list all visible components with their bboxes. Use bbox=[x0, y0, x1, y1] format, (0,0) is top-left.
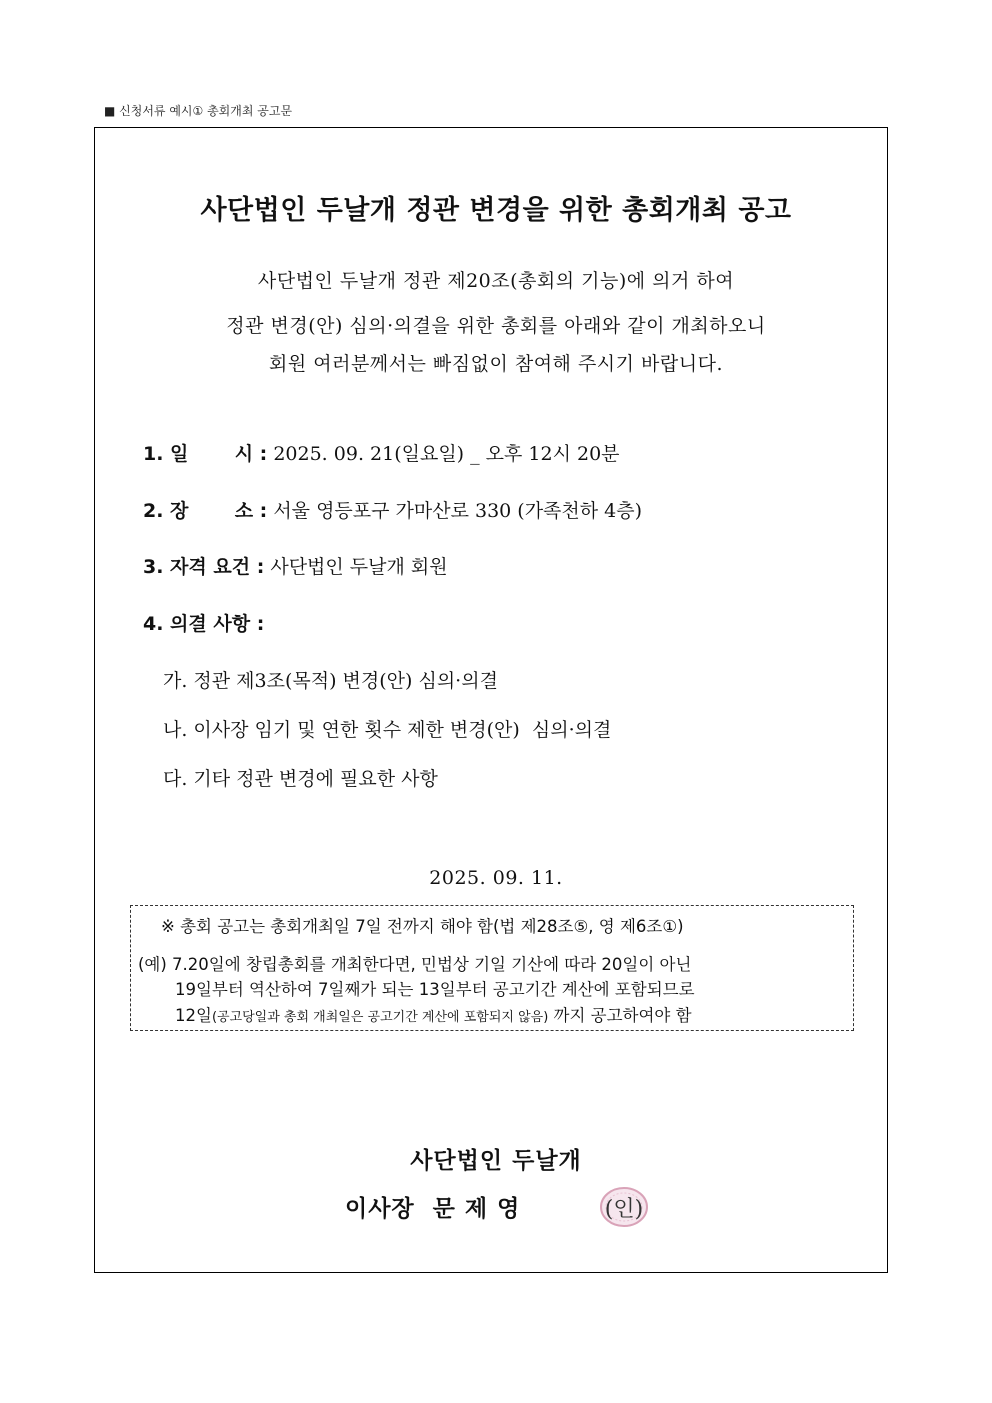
signer-name: 이사장 문 제 영 bbox=[345, 1195, 521, 1222]
item-eligibility bbox=[143, 552, 448, 579]
intro-line-1: 사단법인 두날개 정관 제20조(총회의 기능)에 의거 하여 bbox=[257, 270, 735, 292]
seal-label: (인) bbox=[604, 1197, 644, 1222]
note-line-1: ※ 총회 공고는 총회개최일 7일 전까지 해야 함(법 제28조⑤, 영 제6조①) bbox=[161, 917, 684, 936]
item-datetime-value: 2025. 09. 21(일요일) _ 오후 12시 20분 bbox=[273, 443, 620, 465]
note-line-2: (예) 7.20일에 창립총회를 개최한다면, 민법상 기일 기산에 따라 20일이 아닌 bbox=[138, 955, 692, 974]
agenda-item: 나. 이사장 임기 및 연한 횟수 제한 변경(안) 심의·의결 bbox=[163, 719, 612, 741]
notice-title: 사단법인 두날개 정관 변경을 위한 총회개최 공고 bbox=[200, 195, 792, 226]
note-line-4-remark: (공고당일과 총회 개최일은 공고기간 계산에 포함되지 않음) bbox=[211, 1010, 549, 1025]
intro-line-2: 정관 변경(안) 심의·의결을 위한 총회를 아래와 같이 개최하오니 bbox=[226, 315, 766, 337]
agenda-item: 가. 정관 제3조(목적) 변경(안) 심의·의결 bbox=[163, 670, 498, 692]
item-resolutions-label: 4. 의결 사항 : bbox=[143, 613, 265, 635]
notice-frame bbox=[94, 127, 888, 1273]
note-line-3: 19일부터 역산하여 7일째가 되는 13일부터 공고기간 계산에 포함되므로 bbox=[175, 980, 695, 999]
notice-period-note bbox=[130, 905, 854, 1031]
organization-name: 사단법인 두날개 bbox=[410, 1147, 582, 1174]
note-line-4 bbox=[175, 1002, 692, 1026]
item-eligibility-value: 사단법인 두날개 회원 bbox=[270, 556, 448, 578]
agenda-item: 다. 기타 정관 변경에 필요한 사항 bbox=[163, 768, 438, 790]
intro-line-3: 회원 여러분께서는 빠짐없이 참여해 주시기 바랍니다. bbox=[268, 353, 724, 375]
item-datetime bbox=[143, 439, 620, 466]
item-resolutions bbox=[143, 609, 264, 636]
item-place-label: 2. 장 소 : bbox=[143, 500, 268, 522]
note-line-4-end: 까지 공고하여야 함 bbox=[548, 1006, 692, 1025]
item-place bbox=[143, 496, 642, 523]
item-eligibility-label: 3. 자격 요건 : bbox=[143, 556, 265, 578]
item-place-value: 서울 영등포구 가마산로 330 (가족천하 4층) bbox=[273, 500, 643, 522]
official-seal-stamp bbox=[599, 1186, 649, 1228]
notice-date: 2025. 09. 11. bbox=[429, 867, 563, 889]
document-category-tag: ■ 신청서류 예시① 총회개최 공고문 bbox=[104, 104, 293, 118]
item-datetime-label: 1. 일 시 : bbox=[143, 443, 268, 465]
note-line-4-day: 12일 bbox=[175, 1006, 212, 1025]
